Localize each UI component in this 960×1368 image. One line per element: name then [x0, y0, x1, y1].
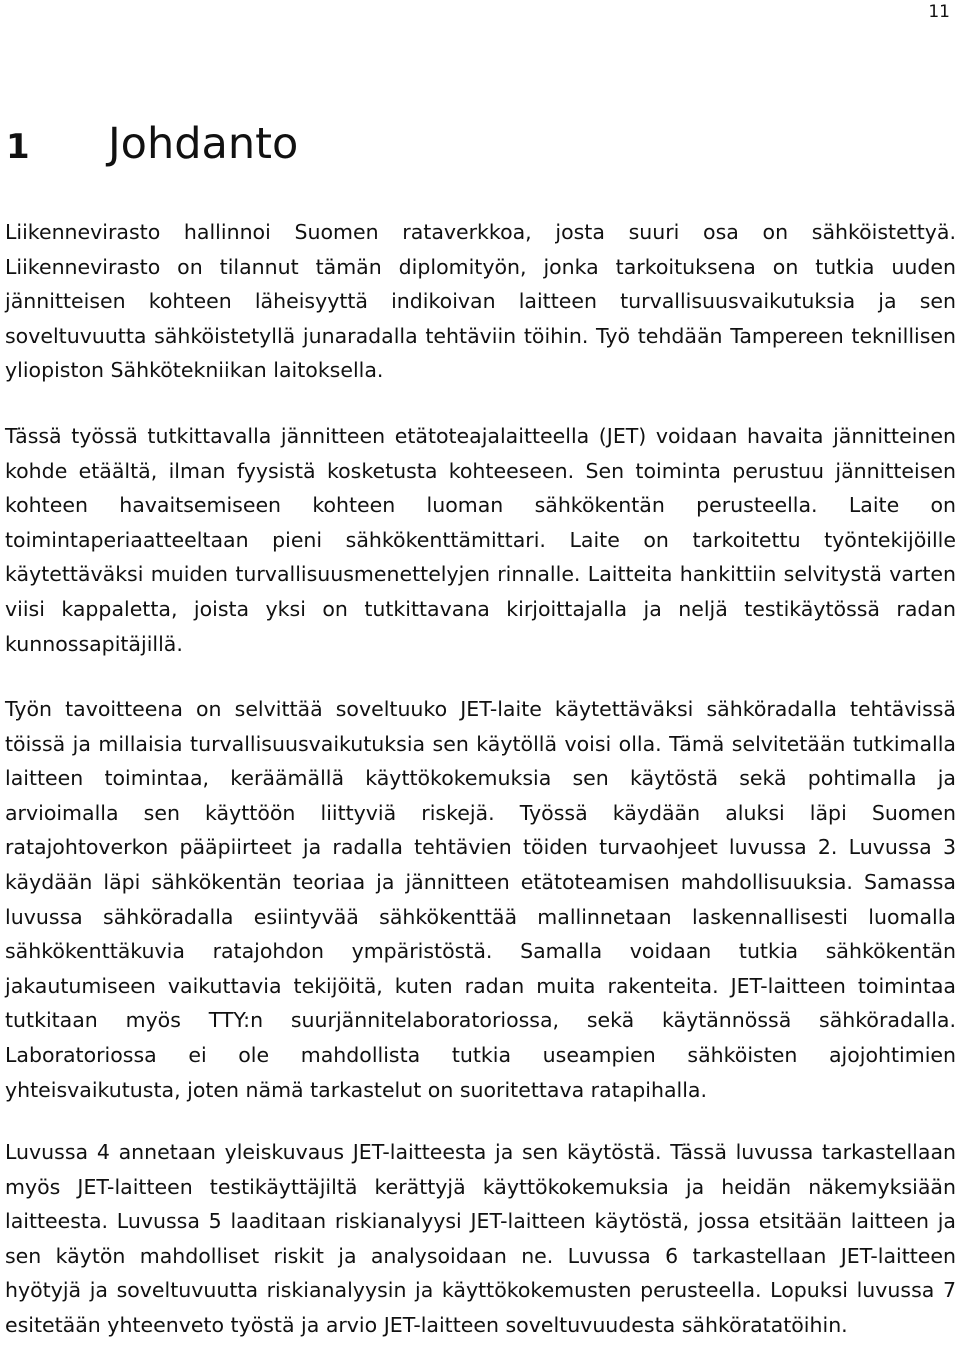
chapter-title: Johdanto	[108, 119, 299, 169]
chapter-heading	[6, 118, 298, 173]
page-number: 11	[928, 2, 950, 22]
paragraph-chapter-overview: Luvussa 4 annetaan yleiskuvaus JET-laitteesta ja sen käytöstä. Tässä luvussa tarkastellaan myös JET-laitteen testikäyttäjiltä kerättyjä käyttökokemuksia ja heidän näkemyksiään laitteesta. Luvussa 5 laaditaan riskianalyysi JET-laitteen käytöstä, jossa etsitään laitteen ja sen käytön mahdolliset riskit ja analysoidaan ne. Luvussa 6 tarkastellaan JET-laitteen hyötyjä ja soveltuvuutta riskianalyysin ja käyttökokemusten perusteella. Lopuksi luvussa 7 esitetään yhteenveto työstä ja arvio JET-laitteen soveltuvuudesta sähköratatöihin.	[5, 1140, 956, 1337]
paragraph-introduction: Liikennevirasto hallinnoi Suomen rataverkkoa, josta suuri osa on sähköistettyä. Liikennevirasto on tilannut tämän diplomityön, jonka tarkoituksena on tutkia uuden jännitteisen kohteen läheisyyttä indikoivan laitteen turvallisuusvaikutuksia ja sen soveltuvuutta sähköistetyllä junaradalla tehtäviin töihin. Työ tehdään Tampereen teknillisen yliopiston Sähkötekniikan laitoksella.	[5, 220, 956, 383]
paragraph-device-description: Tässä työssä tutkittavalla jännitteen etätoteajalaitteella (JET) voidaan havaita jännitteinen kohde etäältä, ilman fyysistä kosketusta kohteeseen. Sen toiminta perustuu jännitteisen kohteen havaitsemiseen kohteen luoman sähkökentän perusteella. Laite on toimintaperiaatteeltaan pieni sähkökenttämittari. Laite on tarkoitettu työntekijöille käytettäväksi muiden turvallisuusmenettelyjen rinnalle. Laitteita hankittiin selvitystä varten viisi kappaletta, joista yksi on tutkittavana kirjoittajalla ja neljä testikäytössä radan kunnossapitäjillä.	[5, 424, 956, 656]
paragraph-objectives: Työn tavoitteena on selvittää soveltuuko JET-laite käytettäväksi sähköradalla tehtävissä töissä ja millaisia turvallisuusvaikutuksia sen käytöllä voisi olla. Tämä selvitetään tutkimalla laitteen toimintaa, keräämällä käyttökokemuksia sen käytöstä sekä pohtimalla ja arvioimalla sen käyttöön liittyviä riskejä. Työssä käydään aluksi läpi Suomen ratajohtoverkon pääpiirteet ja radalla tehtävien töiden turvaohjeet luvussa 2. Luvussa 3 käydään läpi sähkökentän teoriaa ja jännitteen etätoteamisen mahdollisuuksia. Samassa luvussa sähköradalla esiintyvää sähkökenttää mallinnetaan laskennallisesti luomalla sähkökenttäkuvia ratajohdon ympäristöstä. Samalla voidaan tutkia sähkökentän jakautumiseen vaikuttavia tekijöitä, kuten radan muita rakenteita. JET-laitteen toimintaa tutkitaan myös TTY:n suurjännitelaboratoriossa, sekä käytännössä sähköradalla. Laboratoriossa ei ole mahdollista tutkia useampien sähköisten ajojohtimien yhteisvaikutusta, joten nämä tarkastelut on suoritettava ratapihalla.	[5, 697, 956, 1102]
chapter-number: 1	[6, 127, 30, 167]
